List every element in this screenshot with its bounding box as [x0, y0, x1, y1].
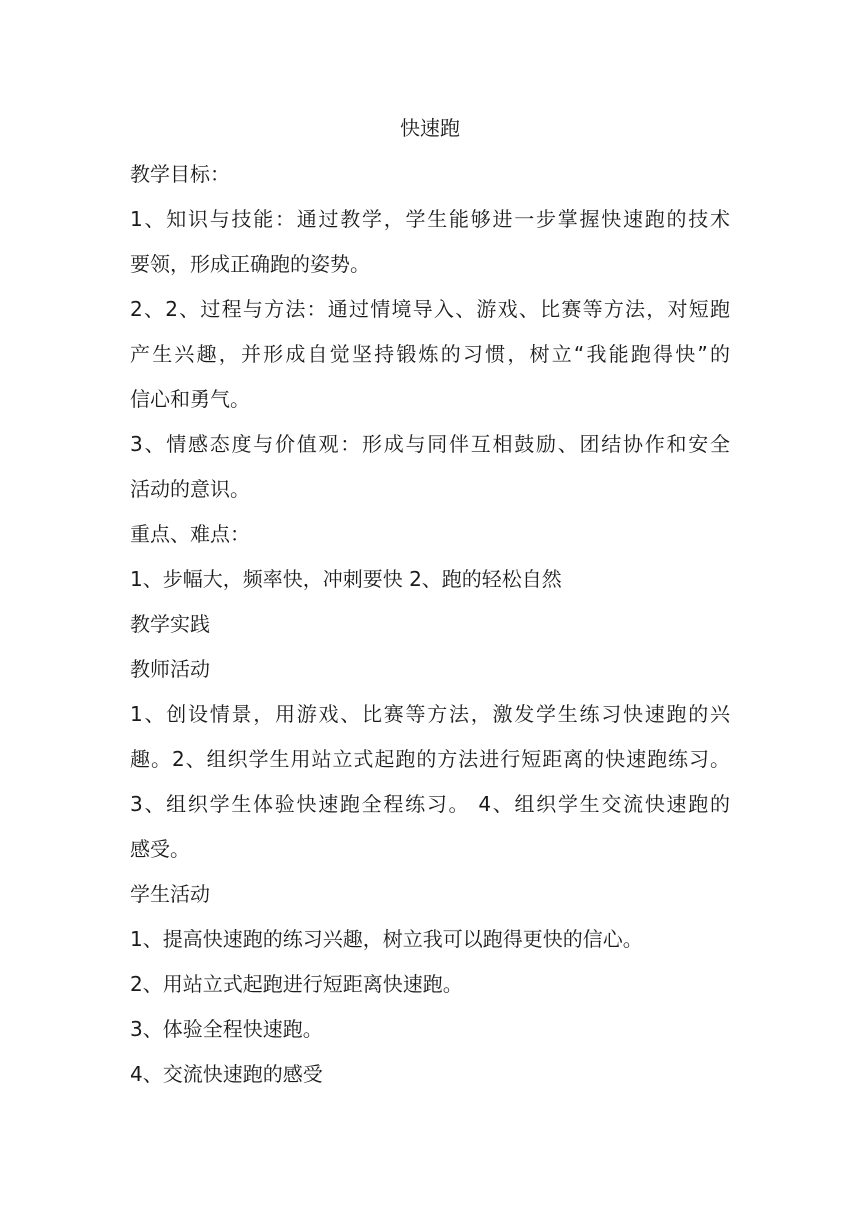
key-points-line: 1、步幅大，频率快，冲刺要快 2、跑的轻松自然 [130, 567, 562, 591]
student-activity-item-3: 3、体验全程快速跑。 [130, 1017, 323, 1041]
section-heading-teacher-activity: 教师活动 [130, 657, 210, 681]
document-title: 快速跑 [400, 116, 460, 140]
teacher-activity-line-2: 趣。2、组织学生用站立式起跑的方法进行短距离的快速跑练习。 [130, 747, 730, 771]
section-heading-objectives: 教学目标： [130, 162, 230, 186]
objective-2-line-1: 2、2、过程与方法：通过情境导入、游戏、比赛等方法，对短跑 [130, 297, 730, 321]
objective-3-line-1: 3、情感态度与价值观：形成与同伴互相鼓励、团结协作和安全 [130, 432, 730, 456]
objective-1-line-1: 1、知识与技能：通过教学，学生能够进一步掌握快速跑的技术 [130, 207, 730, 231]
document-body [130, 110, 730, 1097]
objective-2-line-2: 产生兴趣，并形成自觉坚持锻炼的习惯，树立“我能跑得快”的 [130, 342, 730, 366]
objective-2-line-3: 信心和勇气。 [130, 387, 250, 411]
section-heading-student-activity: 学生活动 [130, 882, 210, 906]
teacher-activity-line-4: 感受。 [130, 837, 190, 861]
student-activity-item-1: 1、提高快速跑的练习兴趣，树立我可以跑得更快的信心。 [130, 927, 643, 951]
student-activity-item-4: 4、交流快速跑的感受 [130, 1062, 323, 1086]
teacher-activity-line-3: 3、组织学生体验快速跑全程练习。 4、组织学生交流快速跑的 [130, 792, 730, 816]
section-heading-key-points: 重点、难点： [130, 522, 250, 546]
objective-3-line-2: 活动的意识。 [130, 477, 250, 501]
section-heading-practice: 教学实践 [130, 612, 210, 636]
teacher-activity-line-1: 1、创设情景，用游戏、比赛等方法，激发学生练习快速跑的兴 [130, 702, 730, 726]
student-activity-item-2: 2、用站立式起跑进行短距离快速跑。 [130, 972, 463, 996]
objective-1-line-2: 要领，形成正确跑的姿势。 [130, 252, 370, 276]
